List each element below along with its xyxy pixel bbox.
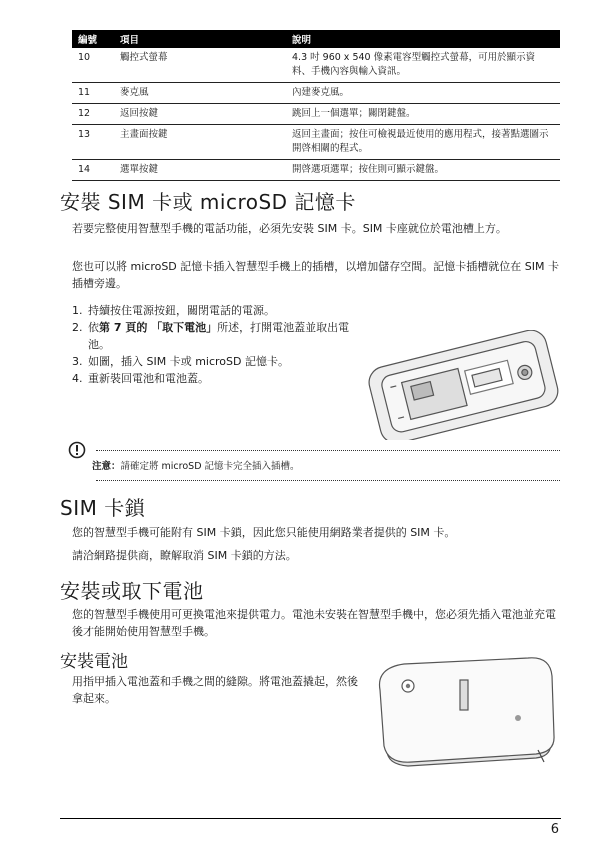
cell-item: 返回按鍵 [114,104,286,125]
table-row [72,125,560,160]
lock-paragraph-2: 請洽網路提供商，瞭解取消 SIM 卡鎖的方法。 [72,549,297,562]
step-item [72,370,362,387]
sim-paragraph-1: 若要完整使用智慧型手機的電話功能，必須先安裝 SIM 卡。SIM 卡座就位於電池槽上方。 [72,222,507,235]
battery-paragraph: 您的智慧型手機使用可更換電池來提供電力。電池未安裝在智慧型手機中，您必須先插入電池並充電後才能開始使用智慧型手機。 [72,608,556,638]
cell-desc: 返回主畫面；按住可檢視最近使用的應用程式，接著點選圖示開啓相關的程式。 [286,125,560,160]
note-box [68,440,560,484]
header-no: 編號 [72,30,114,48]
page-number: 6 [550,822,559,837]
cell-desc: 開啓選項選單；按住則可顯示鍵盤。 [286,160,560,181]
install-battery-paragraph: 用指甲插入電池蓋和手機之間的縫隙。將電池蓋撬起，然後拿起來。 [72,675,358,705]
subsection-title-install-battery: 安裝電池 [60,652,128,672]
section-title-battery: 安裝或取下電池 [60,579,204,603]
cell-no: 13 [72,125,114,160]
cell-item: 選單按鍵 [114,160,286,181]
battery-cover-illustration [368,654,560,774]
cell-desc: 4.3 吋 960 x 540 像素電容型觸控式螢幕，可用於顯示資料、手機內容與輸入資訊。 [286,48,560,83]
header-desc: 說明 [286,30,560,48]
note-divider-top [96,450,560,451]
step-item [72,319,362,353]
note-body: 請確定將 microSD 記憶卡完全插入插槽。 [120,461,300,472]
note-label: 注意： [92,461,121,472]
warning-icon [68,440,88,460]
cell-item: 主畫面按鍵 [114,125,286,160]
lock-paragraph-1: 您的智慧型手機可能附有 SIM 卡鎖，因此您只能使用網路業者提供的 SIM 卡。 [72,526,456,539]
table-row [72,83,560,104]
step-text: 持續按住電源按鈕，關閉電話的電源。 [88,304,275,317]
cell-no: 14 [72,160,114,181]
table-row [72,104,560,125]
phone-sim-slot-illustration [362,330,562,440]
step-item [72,302,362,319]
section-title-sim-lock: SIM 卡鎖 [60,496,146,520]
note-divider-bottom [96,480,560,481]
step-item [72,353,362,370]
note-text [92,458,300,472]
step-cross-reference[interactable]: 第 7 頁的 「取下電池」 [99,321,218,334]
sim-paragraph-2: 您也可以將 microSD 記憶卡插入智慧型手機上的插槽，以增加儲存空間。記憶卡插槽就位在 SIM 卡插槽旁邊。 [72,260,559,290]
step-number: 1. [72,304,83,317]
cell-no: 12 [72,104,114,125]
step-number: 3. [72,355,83,368]
step-number: 4. [72,372,83,385]
cell-no: 10 [72,48,114,83]
cell-desc: 跳回上一個選單；關閉鍵盤。 [286,104,560,125]
table-row [72,160,560,181]
section-title-sim: 安裝 SIM 卡或 microSD 記憶卡 [60,190,356,214]
header-item: 項目 [114,30,286,48]
step-text-pre: 依 [88,321,99,334]
install-steps [72,302,362,387]
step-text [88,319,362,353]
step-text: 如圖，插入 SIM 卡或 microSD 記憶卡。 [88,355,289,368]
cell-item: 觸控式螢幕 [114,48,286,83]
step-number: 2. [72,321,83,334]
spec-table [72,30,560,181]
table-header-row [72,30,560,48]
cell-no: 11 [72,83,114,104]
step-text: 重新裝回電池和電池蓋。 [88,372,209,385]
step-text-post: 所述，打開電池蓋並取出電池。 [88,321,350,351]
cell-desc: 內建麥克風。 [286,83,560,104]
cell-item: 麥克風 [114,83,286,104]
footer-divider [60,818,561,819]
table-row [72,48,560,83]
